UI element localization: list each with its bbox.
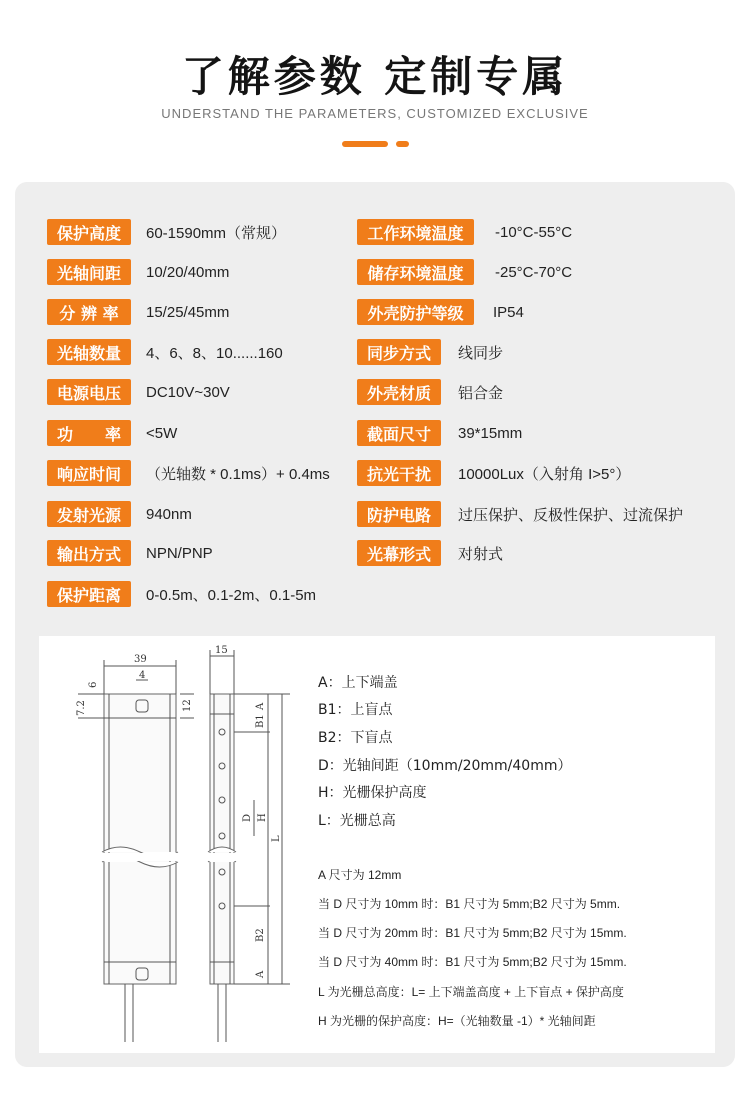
dim-side-label: 15: [215, 645, 228, 656]
spec-value: 60-1590mm（常规）: [146, 224, 287, 242]
note-line: L 为光栅总高度：L= 上下端盖高度 + 上下盲点 + 保护高度: [318, 985, 624, 999]
spec-value: 15/25/45mm: [146, 303, 230, 321]
note-line: 当 D 尺寸为 40mm 时：B1 尺寸为 5mm;B2 尺寸为 15mm.: [318, 955, 627, 969]
spec-value: -25°C-70°C: [495, 263, 573, 281]
spec-value: 0-0.5m、0.1-2m、0.1-5m: [146, 586, 317, 604]
spec-label: 发射光源: [47, 501, 131, 527]
spec-value: 39*15mm: [458, 424, 523, 442]
spec-label: 输出方式: [47, 540, 131, 566]
spec-label: 储存环境温度: [357, 259, 474, 285]
dim-a-top-label: A: [255, 702, 266, 710]
spec-label: 保护距离: [47, 581, 131, 607]
spec-label: 光幕形式: [357, 540, 441, 566]
dim-h2-label: 6: [88, 681, 99, 688]
note-line: 当 D 尺寸为 10mm 时：B1 尺寸为 5mm;B2 尺寸为 5mm.: [318, 897, 621, 911]
spec-label: 防护电路: [357, 501, 441, 527]
spec-label: 同步方式: [357, 339, 441, 365]
note-line: A 尺寸为 12mm: [318, 868, 402, 882]
spec-value: 对射式: [458, 545, 504, 563]
dim-h3-label: 12: [182, 699, 193, 712]
dim-width-label: 39: [134, 654, 147, 665]
spec-value: IP54: [493, 303, 524, 321]
spec-label: 抗光干扰: [357, 460, 441, 486]
legend-item: A：上下端盖: [318, 675, 398, 691]
spec-label: 工作环境温度: [357, 219, 474, 245]
legend-item: H：光栅保护高度: [318, 785, 427, 801]
spec-label: 分 辨 率: [47, 299, 131, 325]
spec-value: 4、6、8、10......160: [146, 344, 283, 362]
spec-value: NPN/PNP: [146, 544, 213, 562]
dim-h1-label: 7.2: [76, 700, 87, 716]
dim-l-label: L: [271, 835, 282, 842]
note-line: 当 D 尺寸为 20mm 时：B1 尺寸为 5mm;B2 尺寸为 15mm.: [318, 926, 627, 940]
legend-item: D：光轴间距（10mm/20mm/40mm）: [318, 758, 572, 774]
spec-value: 940nm: [146, 505, 192, 523]
spec-label: 保护高度: [47, 219, 131, 245]
dim-h-label: H: [257, 813, 268, 822]
spec-value: -10°C-55°C: [495, 223, 573, 241]
spec-label: 光轴间距: [47, 259, 131, 285]
spec-label: 功 率: [47, 420, 131, 446]
dim-b2-label: B2: [255, 928, 266, 942]
spec-value: 10/20/40mm: [146, 263, 230, 281]
spec-value: <5W: [146, 424, 178, 442]
spec-value: （光轴数 * 0.1ms）+ 0.4ms: [146, 465, 330, 483]
spec-label: 响应时间: [47, 460, 131, 486]
spec-value: 铝合金: [458, 384, 504, 402]
spec-label: 外壳材质: [357, 379, 441, 405]
note-line: H 为光栅的保护高度：H=（光轴数量 -1）* 光轴间距: [318, 1014, 596, 1028]
legend-item: B2：下盲点: [318, 730, 393, 746]
spec-label: 电源电压: [47, 379, 131, 405]
dim-b1-label: B1: [255, 714, 266, 728]
dim-d-label: D: [242, 813, 253, 822]
spec-value: 10000Lux（入射角 I>5°）: [458, 465, 631, 483]
spec-label: 外壳防护等级: [357, 299, 474, 325]
spec-value: DC10V~30V: [146, 383, 230, 401]
spec-value: 过压保护、反极性保护、过流保护: [458, 506, 684, 524]
dim-inner-label: 4: [139, 670, 146, 681]
page-title: 了解参数 定制专属: [181, 52, 569, 101]
spec-label: 截面尺寸: [357, 420, 441, 446]
spec-label: 光轴数量: [47, 339, 131, 365]
page-subtitle: UNDERSTAND THE PARAMETERS, CUSTOMIZED EXCLUSIVE: [161, 106, 589, 121]
legend-item: L：光栅总高: [318, 813, 396, 829]
legend-item: B1：上盲点: [318, 702, 393, 718]
spec-value: 线同步: [458, 344, 504, 362]
dim-a-bottom-label: A: [255, 970, 266, 978]
